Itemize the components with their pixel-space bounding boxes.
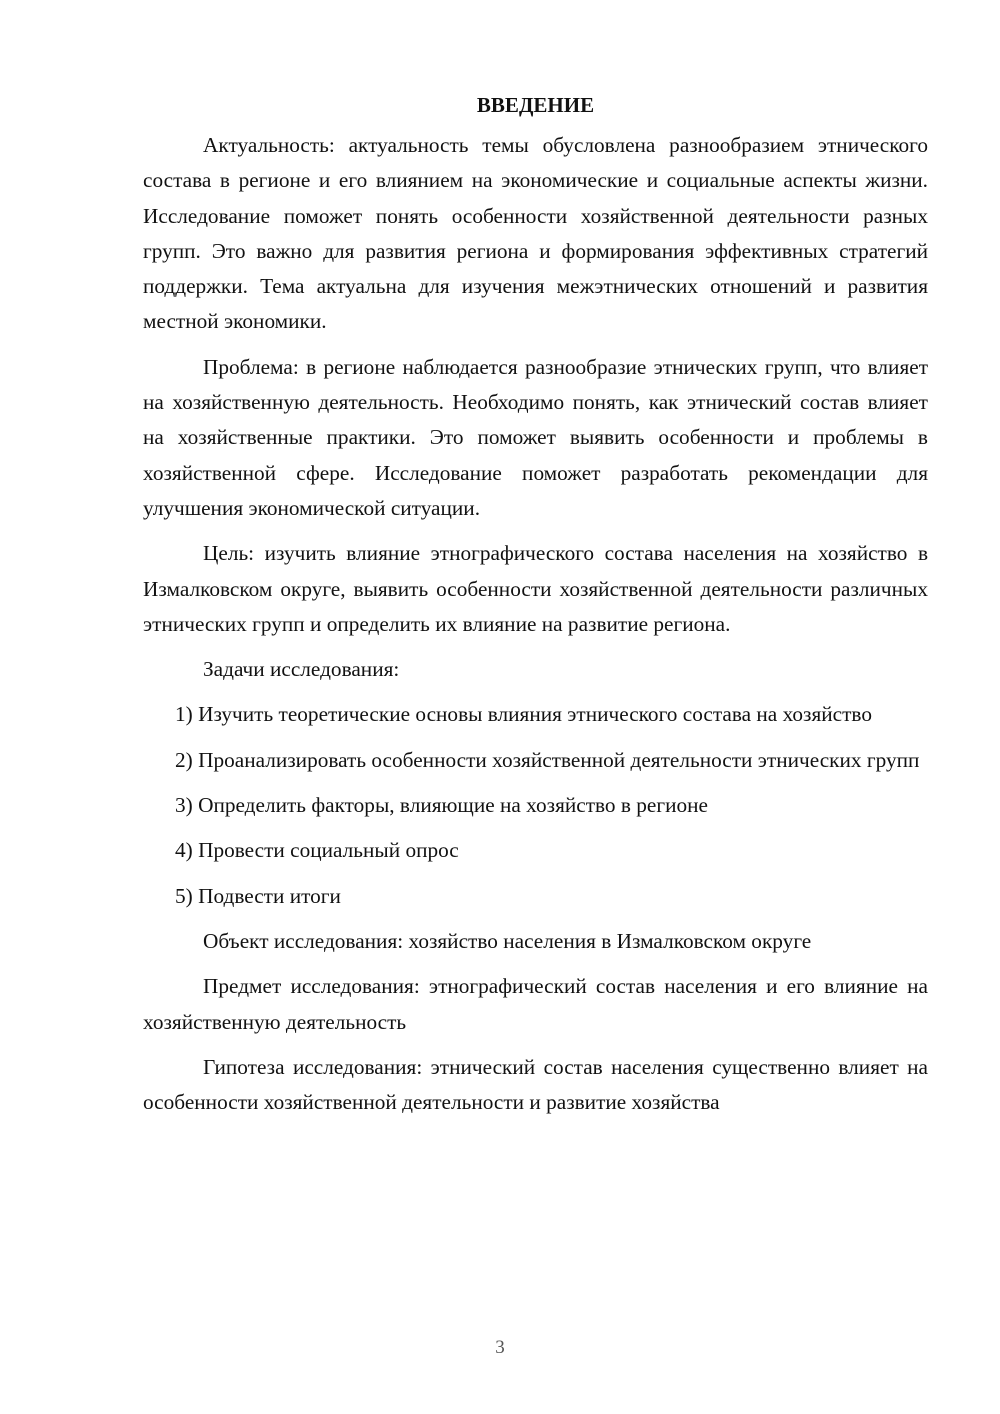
task-item-3: 3) Определить факторы, влияющие на хозяйство в регионе — [175, 793, 709, 818]
paragraph-tasks-heading: Задачи исследования: — [203, 657, 400, 682]
paragraph-hypothesis: Гипотеза исследования: этнический состав населения существенно влияет на особенности хозяйственной деятельности и развитие хозяйства — [143, 1054, 928, 1115]
section-title: ВВЕДЕНИЕ — [476, 93, 595, 117]
paragraph-goal: Цель: изучить влияние этнографического состава населения на хозяйство в Измалковском округе, выявить особенности хозяйственной деятельности различных этнических групп и определить их влияние на развитие региона. — [143, 541, 928, 636]
page-number: 3 — [495, 1337, 505, 1358]
document-page — [143, 90, 928, 1130]
paragraph-object: Объект исследования: хозяйство населения в Измалковском округе — [203, 928, 812, 953]
task-item-5: 5) Подвести итоги — [175, 883, 341, 908]
task-item-1: 1) Изучить теоретические основы влияния этнического состава на хозяйство — [175, 702, 872, 727]
paragraph-subject: Предмет исследования: этнографический состав населения и его влияние на хозяйственную деятельность — [143, 974, 928, 1034]
task-item-2: 2) Проанализировать особенности хозяйственной деятельности этнических групп — [175, 747, 920, 772]
paragraph-problem: Проблема: в регионе наблюдается разнообразие этнических групп, что влияет на хозяйственную деятельность. Необходимо понять, как этнический состав влияет на хозяйственные практики. Это поможет выявить особенности и проблемы в хозяйственной сфере. Исследование поможет разработать рекомендации для улучшения экономической ситуации. — [143, 354, 928, 520]
paragraph-relevance: Актуальность: актуальность темы обусловлена разнообразием этнического состава в регионе и его влиянием на экономические и социальные аспекты жизни. Исследование поможет понять особенности хозяйственной деятельности разных групп. Это важно для развития региона и формирования эффективных стратегий поддержки. Тема актуальна для изучения межэтнических отношений и развития местной экономики. — [143, 133, 928, 334]
task-item-4: 4) Провести социальный опрос — [175, 838, 459, 863]
